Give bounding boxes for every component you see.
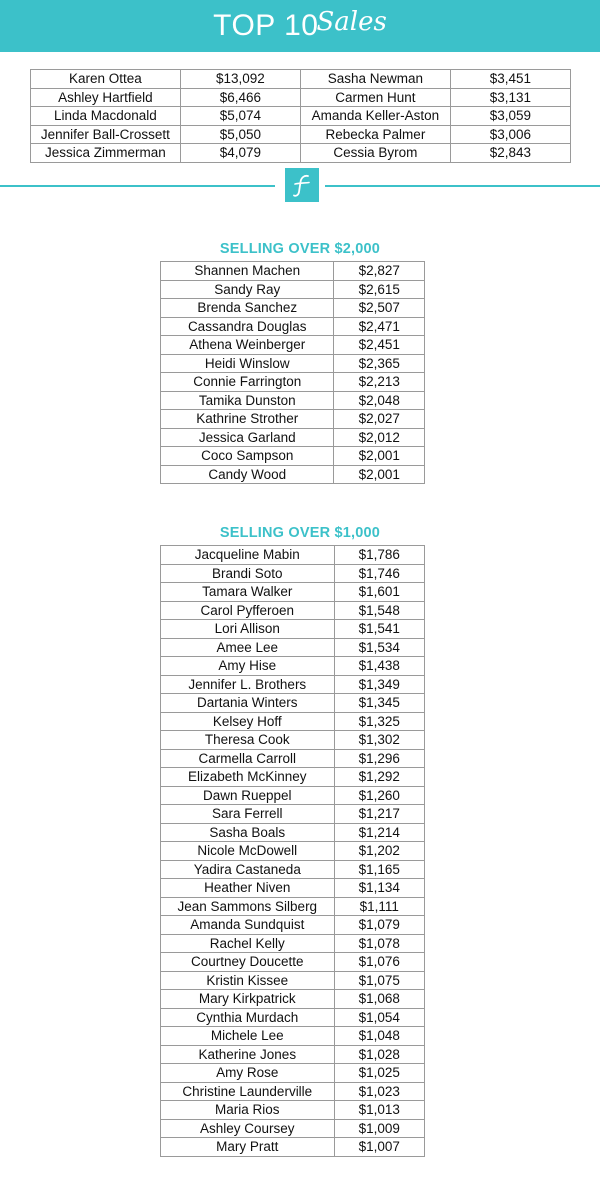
seller-amount: $2,615 [334,280,425,299]
seller-amount: $1,007 [334,1138,424,1157]
seller-name: Jennifer L. Brothers [161,675,335,694]
seller-amount: $1,025 [334,1064,424,1083]
table-row [161,860,425,879]
seller-name: Jean Sammons Silberg [161,897,335,916]
seller-amount: $2,843 [450,144,570,163]
table-row [161,768,425,787]
seller-name: Sandy Ray [161,280,334,299]
table-row [161,786,425,805]
seller-amount: $1,601 [334,583,424,602]
table-row [161,971,425,990]
table-row [31,70,571,89]
table-row [161,731,425,750]
seller-name: Tamara Walker [161,583,335,602]
seller-name: Heather Niven [161,879,335,898]
seller-name: Athena Weinberger [161,336,334,355]
seller-amount: $2,048 [334,391,425,410]
seller-name: Amanda Sundquist [161,916,335,935]
seller-amount: $3,131 [450,88,570,107]
table-row [161,1101,425,1120]
table-row [161,1138,425,1157]
seller-amount: $1,023 [334,1082,424,1101]
table-row [161,694,425,713]
seller-name: Ashley Coursey [161,1119,335,1138]
table-row [161,1064,425,1083]
seller-amount: $5,074 [180,107,300,126]
seller-name: Katherine Jones [161,1045,335,1064]
seller-name: Christine Launderville [161,1082,335,1101]
seller-amount: $2,451 [334,336,425,355]
seller-name: Candy Wood [161,465,334,484]
seller-amount: $1,541 [334,620,424,639]
seller-amount: $1,325 [334,712,424,731]
table-row [161,712,425,731]
table-row [161,354,425,373]
seller-name: Theresa Cook [161,731,335,750]
table-row [161,564,425,583]
seller-amount: $2,507 [334,299,425,318]
seller-name: Sasha Boals [161,823,335,842]
seller-name: Sasha Newman [301,70,451,89]
table-row [31,125,571,144]
seller-amount: $2,001 [334,447,425,466]
table-row [161,410,425,429]
seller-name: Heidi Winslow [161,354,334,373]
seller-amount: $1,048 [334,1027,424,1046]
seller-amount: $1,349 [334,675,424,694]
seller-amount: $1,028 [334,1045,424,1064]
seller-amount: $1,079 [334,916,424,935]
seller-amount: $1,345 [334,694,424,713]
seller-amount: $2,365 [334,354,425,373]
seller-amount: $1,214 [334,823,424,842]
seller-amount: $2,827 [334,262,425,281]
seller-name: Kristin Kissee [161,971,335,990]
seller-name: Karen Ottea [31,70,181,89]
table-row [161,897,425,916]
divider-right [325,185,600,187]
seller-name: Carmen Hunt [301,88,451,107]
table-row [161,879,425,898]
top10-table [30,69,571,163]
seller-name: Sara Ferrell [161,805,335,824]
seller-name: Kelsey Hoff [161,712,335,731]
seller-amount: $1,302 [334,731,424,750]
table-row [161,934,425,953]
seller-amount: $2,001 [334,465,425,484]
seller-amount: $1,260 [334,786,424,805]
table-row [161,1008,425,1027]
seller-amount: $1,548 [334,601,424,620]
seller-name: Jessica Zimmerman [31,144,181,163]
seller-name: Courtney Doucette [161,953,335,972]
over-1000-table [160,545,425,1157]
seller-amount: $1,292 [334,768,424,787]
seller-name: Lori Allison [161,620,335,639]
seller-amount: $3,059 [450,107,570,126]
table-row [31,144,571,163]
table-row [161,336,425,355]
seller-amount: $1,068 [334,990,424,1009]
seller-name: Yadira Castaneda [161,860,335,879]
table-row [161,953,425,972]
script-f-logo-icon [285,168,319,202]
table-row [161,546,425,565]
seller-name: Amee Lee [161,638,335,657]
table-row [161,583,425,602]
seller-amount: $2,012 [334,428,425,447]
table-row [161,262,425,281]
seller-name: Jacqueline Mabin [161,546,335,565]
seller-amount: $1,111 [334,897,424,916]
table-row [161,280,425,299]
seller-name: Coco Sampson [161,447,334,466]
seller-name: Jessica Garland [161,428,334,447]
seller-name: Elizabeth McKinney [161,768,335,787]
seller-name: Mary Kirkpatrick [161,990,335,1009]
seller-name: Maria Rios [161,1101,335,1120]
seller-amount: $6,466 [180,88,300,107]
table-row [161,1045,425,1064]
table-row [161,620,425,639]
seller-amount: $2,027 [334,410,425,429]
section-title-over-1000: SELLING OVER $1,000 [219,525,381,541]
seller-amount: $13,092 [180,70,300,89]
page-title-script: Sales [316,7,387,37]
seller-name: Carol Pyfferoen [161,601,335,620]
seller-amount: $1,076 [334,953,424,972]
table-row [161,842,425,861]
seller-amount: $1,296 [334,749,424,768]
seller-amount: $2,213 [334,373,425,392]
table-row [161,1027,425,1046]
seller-name: Cessia Byrom [301,144,451,163]
seller-name: Connie Farrington [161,373,334,392]
table-row [161,299,425,318]
table-row [161,317,425,336]
table-row [161,428,425,447]
seller-name: Cassandra Douglas [161,317,334,336]
seller-amount: $1,134 [334,879,424,898]
seller-name: Dartania Winters [161,694,335,713]
table-row [161,749,425,768]
table-row [161,638,425,657]
table-row [161,990,425,1009]
seller-name: Ashley Hartfield [31,88,181,107]
seller-amount: $4,079 [180,144,300,163]
seller-name: Amy Hise [161,657,335,676]
seller-name: Cynthia Murdach [161,1008,335,1027]
seller-amount: $1,054 [334,1008,424,1027]
seller-name: Rebecka Palmer [301,125,451,144]
table-row [161,1119,425,1138]
seller-name: Linda Macdonald [31,107,181,126]
header-banner [0,0,600,52]
table-row [161,391,425,410]
table-row [31,107,571,126]
seller-amount: $1,534 [334,638,424,657]
seller-name: Nicole McDowell [161,842,335,861]
table-row [161,657,425,676]
seller-amount: $1,013 [334,1101,424,1120]
seller-amount: $1,165 [334,860,424,879]
over-2000-table [160,261,425,484]
seller-amount: $2,471 [334,317,425,336]
seller-name: Brandi Soto [161,564,335,583]
table-row [161,601,425,620]
seller-amount: $1,746 [334,564,424,583]
seller-amount: $1,202 [334,842,424,861]
seller-amount: $3,451 [450,70,570,89]
seller-name: Carmella Carroll [161,749,335,768]
seller-amount: $5,050 [180,125,300,144]
seller-name: Amy Rose [161,1064,335,1083]
seller-amount: $1,438 [334,657,424,676]
seller-name: Dawn Rueppel [161,786,335,805]
seller-name: Rachel Kelly [161,934,335,953]
seller-amount: $1,217 [334,805,424,824]
seller-name: Shannen Machen [161,262,334,281]
seller-amount: $1,786 [334,546,424,565]
seller-amount: $1,075 [334,971,424,990]
table-row [31,88,571,107]
seller-name: Amanda Keller-Aston [301,107,451,126]
seller-name: Kathrine Strother [161,410,334,429]
seller-amount: $1,078 [334,934,424,953]
table-row [161,447,425,466]
seller-amount: $3,006 [450,125,570,144]
seller-name: Mary Pratt [161,1138,335,1157]
divider-left [0,185,275,187]
page-title: TOP 10 [213,9,319,42]
table-row [161,823,425,842]
seller-name: Jennifer Ball-Crossett [31,125,181,144]
seller-name: Tamika Dunston [161,391,334,410]
seller-name: Michele Lee [161,1027,335,1046]
seller-amount: $1,009 [334,1119,424,1138]
table-row [161,675,425,694]
seller-name: Brenda Sanchez [161,299,334,318]
table-row [161,1082,425,1101]
table-row [161,373,425,392]
table-row [161,916,425,935]
section-title-over-2000: SELLING OVER $2,000 [219,241,381,257]
table-row [161,805,425,824]
table-row [161,465,425,484]
